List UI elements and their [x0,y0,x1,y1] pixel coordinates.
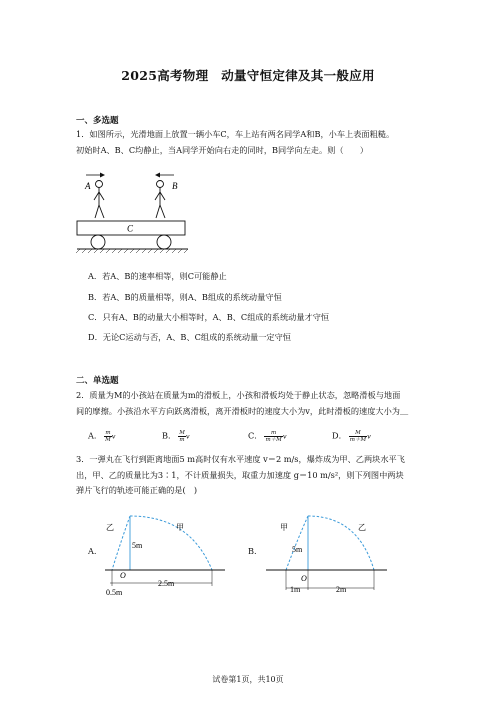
question-3-stem [76,452,405,499]
arrowhead-right-icon [100,173,105,178]
fragment-label-right-b: 乙 [358,523,366,532]
page-title: 2025高考物理 动量守恒定律及其一般应用 [121,68,375,83]
trajectory-left-b [286,516,308,570]
section-heading-single-choice: 二、单选题 [76,376,119,386]
question-1-stem [76,127,394,158]
section-heading-multiple-choice: 一、多选题 [76,116,119,126]
fragment-label-left-b: 甲 [280,523,288,532]
person-a-icon [94,181,104,219]
label-b: B [172,181,178,191]
label-a: A [85,181,91,191]
question-1-line-1: 1．如图所示，光滑地面上放置一辆小车C，车上站有两名同学A和B，小车上表面粗糙。 [76,129,395,139]
trajectory-left-a [112,516,130,570]
wheel-left-icon [91,235,105,249]
origin-label-b: O [301,574,307,583]
q2-option-c: C． $\frac{m}{m+M}$ v [248,430,287,443]
q1-cart-figure [76,168,206,258]
q2-option-a: A． $\frac{m}{M}$ v [88,430,116,443]
q1-option-c: C．只有A、B的动量大小相等时，A、B、C组成的系统动量才守恒 [88,312,330,322]
distance-left-label-b: 1m [290,585,301,594]
distance-right-label-b: 2m [336,585,347,594]
height-label-a: 5m [132,541,143,550]
label-c: C [127,223,134,234]
q1-option-b: B．若A、B的质量相等，则A、B组成的系统动量守恒 [88,292,282,302]
q1-option-a: A．若A、B的速率相等，则C可能静止 [88,271,227,281]
height-label-b: 5m [292,545,303,554]
q3-option-a-label: A. [88,546,97,556]
person-b-icon [155,181,165,219]
page-footer: 试卷第1页，共10页 [212,675,284,684]
arrowhead-left-icon [155,173,160,178]
fragment-label-left-a: 乙 [106,523,114,532]
question-3-line-1: 3．一弹丸在飞行到距离地面5 m高时仅有水平速度 v＝2 m/s，爆炸成为甲、乙两块水平飞 [76,454,405,464]
q3-trajectory-figure-a [100,508,230,598]
q1-option-d: D．无论C运动与否，A、B、C组成的系统动量一定守恒 [88,332,291,342]
q3-trajectory-figure-b [262,508,392,598]
q3-option-b-label: B. [248,546,257,556]
wheel-right-icon [157,235,171,249]
question-3-line-2: 出，甲、乙的质量比为3∶1，不计质量损失，取重力加速度 g＝10 m/s²，则下列图中两块 [76,469,404,480]
question-1-line-2: 初始时A、B、C均静止，当A同学开始向右走的同时，B同学向左走。则（ ） [76,144,369,155]
question-2-line-1: 2．质量为M的小孩站在质量为m的滑板上，小孩和滑板均处于静止状态，忽略滑板与地面 [76,390,401,400]
distance-right-label-a: 2.5m [158,579,175,588]
question-2-line-2: 间的摩擦。小孩沿水平方向跃离滑板，离开滑板时的速度大小为v，此时滑板的速度大小为＿ [76,405,409,416]
q2-option-b: B． $\frac{M}{m}$ v [162,430,190,443]
distance-left-label-a: 0.5m [106,588,123,597]
question-2-stem [76,388,408,419]
origin-label-a: O [120,571,126,580]
question-3-line-3: 弹片飞行的轨迹可能正确的是( ) [76,485,198,495]
trajectory-right-a [130,516,212,570]
q2-option-d: D． $\frac{M}{m+M}$ v [332,430,371,443]
fragment-label-right-a: 甲 [176,523,184,532]
ground-hatching [76,249,188,253]
